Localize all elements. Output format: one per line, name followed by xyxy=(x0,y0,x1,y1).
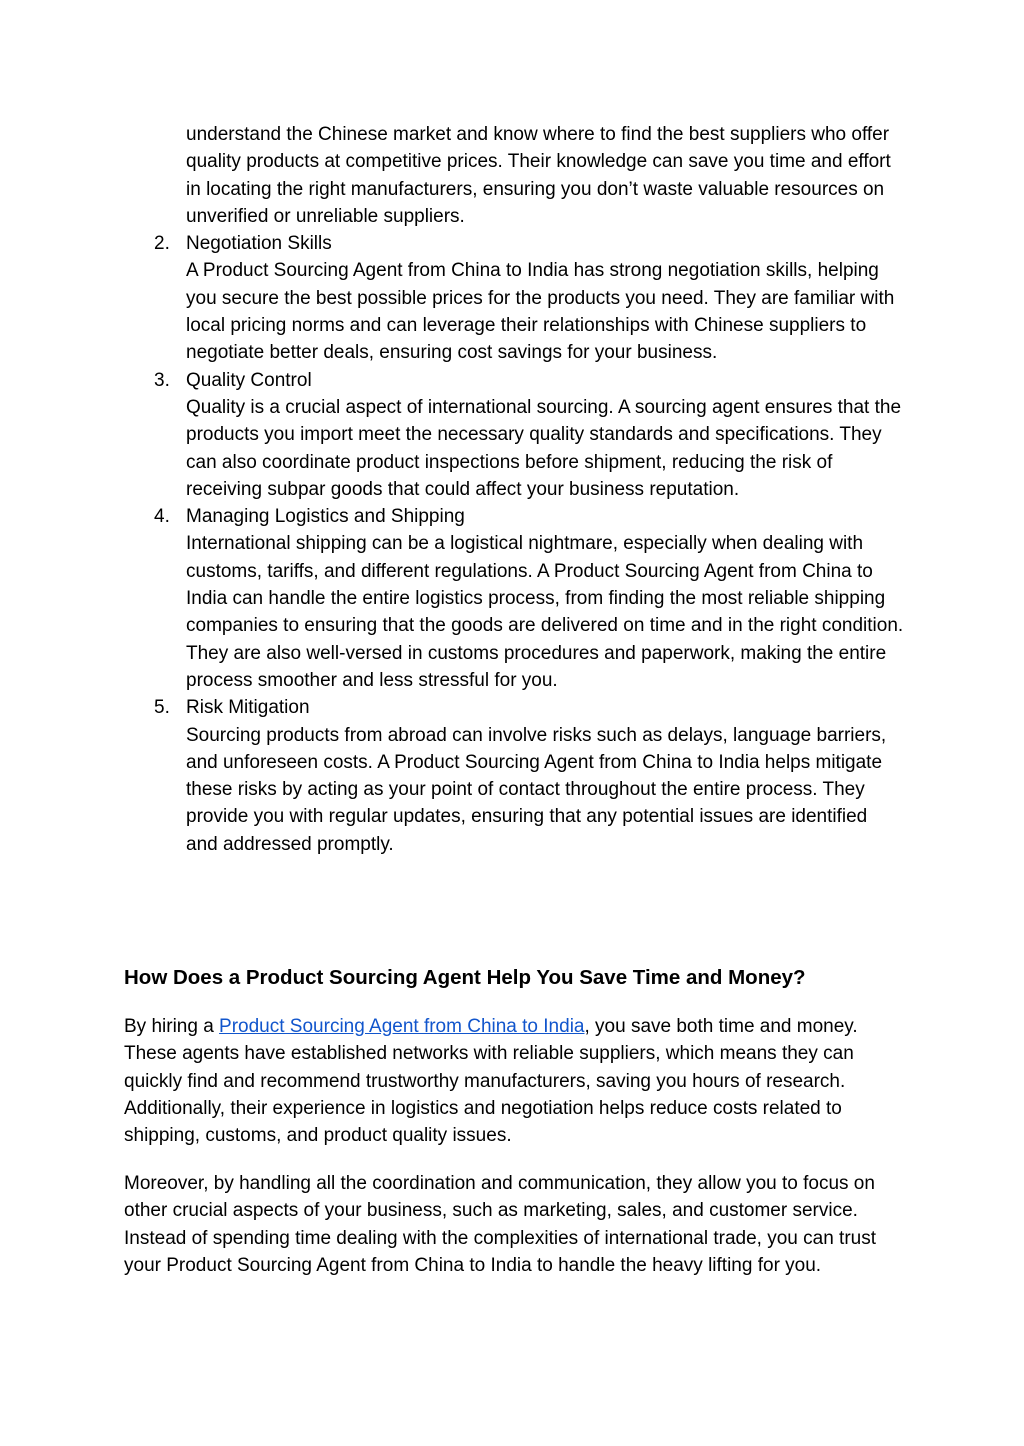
list-item-number: 2. xyxy=(154,233,170,255)
section-heading: How Does a Product Sourcing Agent Help You Save Time and Money? xyxy=(124,966,806,989)
sourcing-agent-link[interactable]: Product Sourcing Agent from China to India xyxy=(219,1016,585,1037)
paragraph-text: , you save both time and money. These agents have established networks with reliable suppliers, which means they can quickly find and recommend trustworthy manufacturers, saving you hours of research. Additionally, their experience in logistics and negotiation helps reduce costs related to shipping, customs, and product quality issues. xyxy=(124,1016,858,1147)
list-item-title: Managing Logistics and Shipping xyxy=(186,506,465,528)
list-item-title: Negotiation Skills xyxy=(186,233,332,255)
list-item-body: Sourcing products from abroad can involve risks such as delays, language barriers, and unforeseen costs. A Product Sourcing Agent from China to India helps mitigate these risks by acting as your point of contact throughout the entire process. They provide you with regular updates, ensuring that any potential issues are identified and addressed promptly. xyxy=(186,724,887,855)
paragraph-text: By hiring a xyxy=(124,1016,220,1037)
list-item-body: A Product Sourcing Agent from China to India has strong negotiation skills, helping you secure the best possible prices for the products you need. They are familiar with local pricing norms and can leverage their relationships with Chinese suppliers to negotiate better deals, ensuring cost savings for your business. xyxy=(186,260,895,364)
list-item xyxy=(124,367,904,503)
list-item-number: 4. xyxy=(154,506,170,528)
list-item-number: 5. xyxy=(154,697,170,719)
list-item-number: 3. xyxy=(154,369,170,391)
list-item-body: International shipping can be a logistical nightmare, especially when dealing with customs, tariffs, and different regulations. A Product Sourcing Agent from China to India can handle the entire logistics process, from finding the most reliable shipping companies to ensuring that the goods are delivered on time and in the right condition. They are also well-versed in customs procedures and paperwork, making the entire process smoother and less stressful for you. xyxy=(186,533,904,691)
list-item-title: Quality Control xyxy=(186,369,312,391)
list-item xyxy=(124,694,904,858)
list-item-body: Quality is a crucial aspect of international sourcing. A sourcing agent ensures that the products you import meet the necessary quality standards and specifications. They can also coordinate product inspections before shipment, reducing the risk of receiving subpar goods that could affect your business reputation. xyxy=(186,396,902,500)
list-item xyxy=(124,503,904,694)
paragraph-moreover: Moreover, by handling all the coordination and communication, they allow you to focus on other crucial aspects of your business, such as marketing, sales, and customer service. Instead of spending time dealing with the complexities of international trade, you can trust your Product Sourcing Agent from China to India to handle the heavy lifting for you. xyxy=(124,1173,876,1276)
paragraph-hiring xyxy=(124,1013,904,1149)
list-item xyxy=(124,230,904,366)
numbered-list xyxy=(124,121,904,858)
list-item-title: Risk Mitigation xyxy=(186,697,310,719)
list-item-1-continuation: understand the Chinese market and know where to find the best suppliers who offer quality products at competitive prices. Their knowledge can save you time and effort in locating the right manufacturers, ensuring you don’t waste valuable resources on unverified or unreliable suppliers. xyxy=(186,124,891,227)
